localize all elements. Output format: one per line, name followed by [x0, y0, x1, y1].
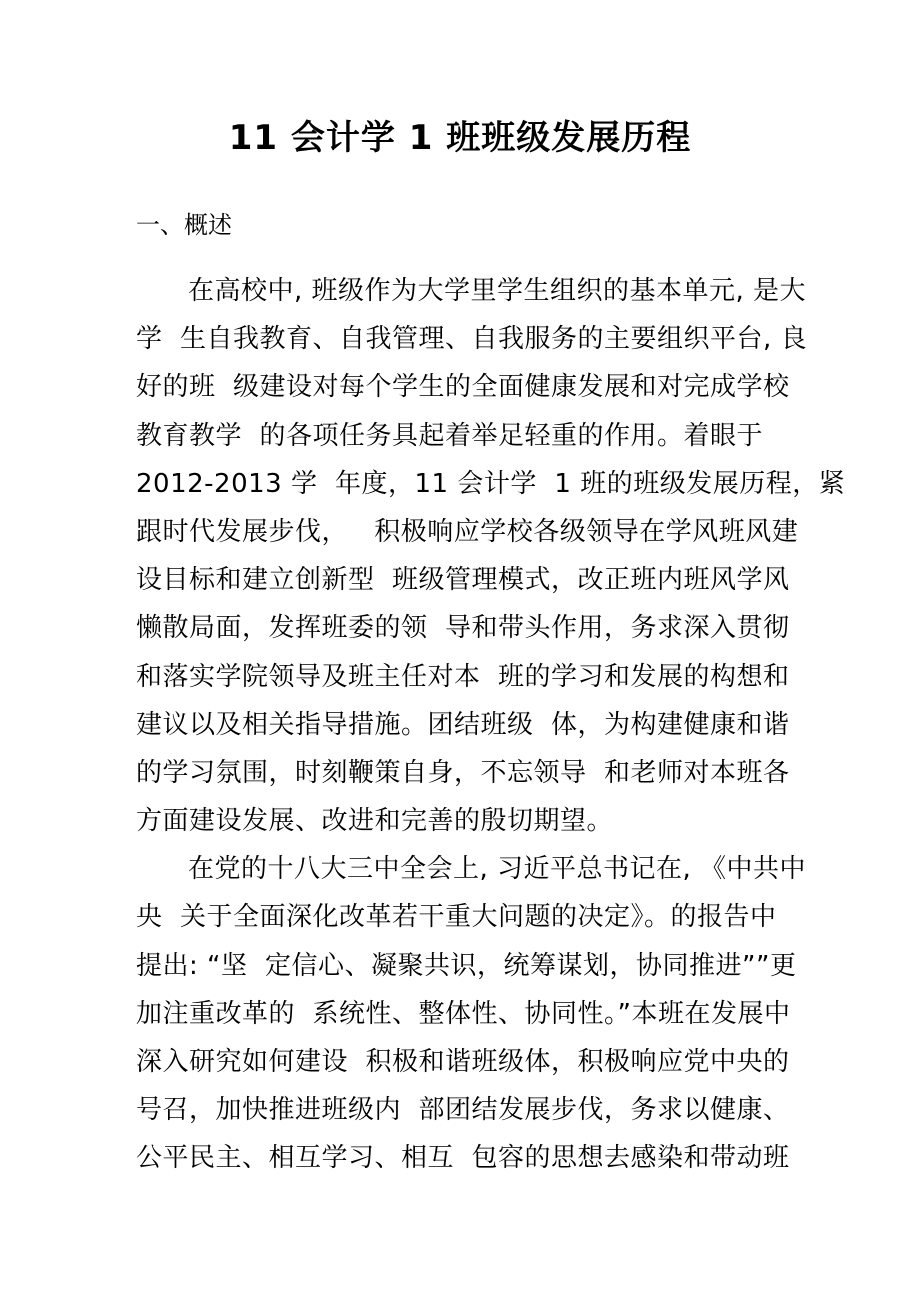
- text-line: 提出: “坚 定信心、凝聚共识，统筹谋划，协同推进””更: [136, 950, 797, 981]
- body-text: [136, 267, 846, 1183]
- document-title: 11 会计学 1 班班级发展历程: [228, 118, 692, 158]
- text-line: 在高校中, 班级作为大学里学生组织的基本单元, 是大: [188, 276, 807, 306]
- text-line: 好的班 级建设对每个学生的全面健康发展和对完成学校: [136, 372, 790, 403]
- text-line: 和落实学院领导及班主任对本 班的学习和发展的构想和: [136, 661, 790, 692]
- text-line: 公平民主、相互学习、相互 包容的思想去感染和带动班: [136, 1143, 790, 1174]
- text-line: 设目标和建立创新型 班级管理模式，改正班内班风学风: [136, 565, 790, 596]
- text-line: 2012-2013 学 年度，11 会计学 1 班的班级发展历程，紧: [136, 468, 846, 499]
- text-line: 方面建设发展、改进和完善的殷切期望。: [136, 806, 614, 837]
- text-line: 央 关于全面深化改革若干重大问题的决定》。的报告中: [136, 902, 777, 933]
- text-line: 学 生自我教育、自我管理、自我服务的主要组织平台, 良: [136, 324, 808, 355]
- text-line: 跟时代发展步伐， 积极响应学校各级领导在学风班风建: [136, 516, 799, 547]
- text-line: 的学习氛围，时刻鞭策自身，不忘领导 和老师对本班各: [136, 757, 790, 788]
- text-line: 深入研究如何建设 积极和谐班级体，积极响应党中央的: [136, 1047, 790, 1077]
- text-line: 号召，加快推进班级内 部团结发展步伐，务求以健康、: [136, 1095, 790, 1126]
- text-line: 懒散局面，发挥班委的领 导和带头作用，务求深入贯彻: [136, 613, 790, 644]
- text-line: 教育教学 的各项任务具起着举足轻重的作用。着眼于: [136, 420, 764, 451]
- text-line: 建议以及相关指导措施。团结班级 体，为构建健康和谐: [136, 709, 790, 740]
- text-line: 在党的十八大三中全会上, 习近平总书记在, 《中共中: [188, 854, 807, 885]
- section-heading: 一、概述: [136, 211, 232, 239]
- text-line: 加注重改革的 系统性、整体性、协同性。”本班在发展中: [136, 998, 791, 1029]
